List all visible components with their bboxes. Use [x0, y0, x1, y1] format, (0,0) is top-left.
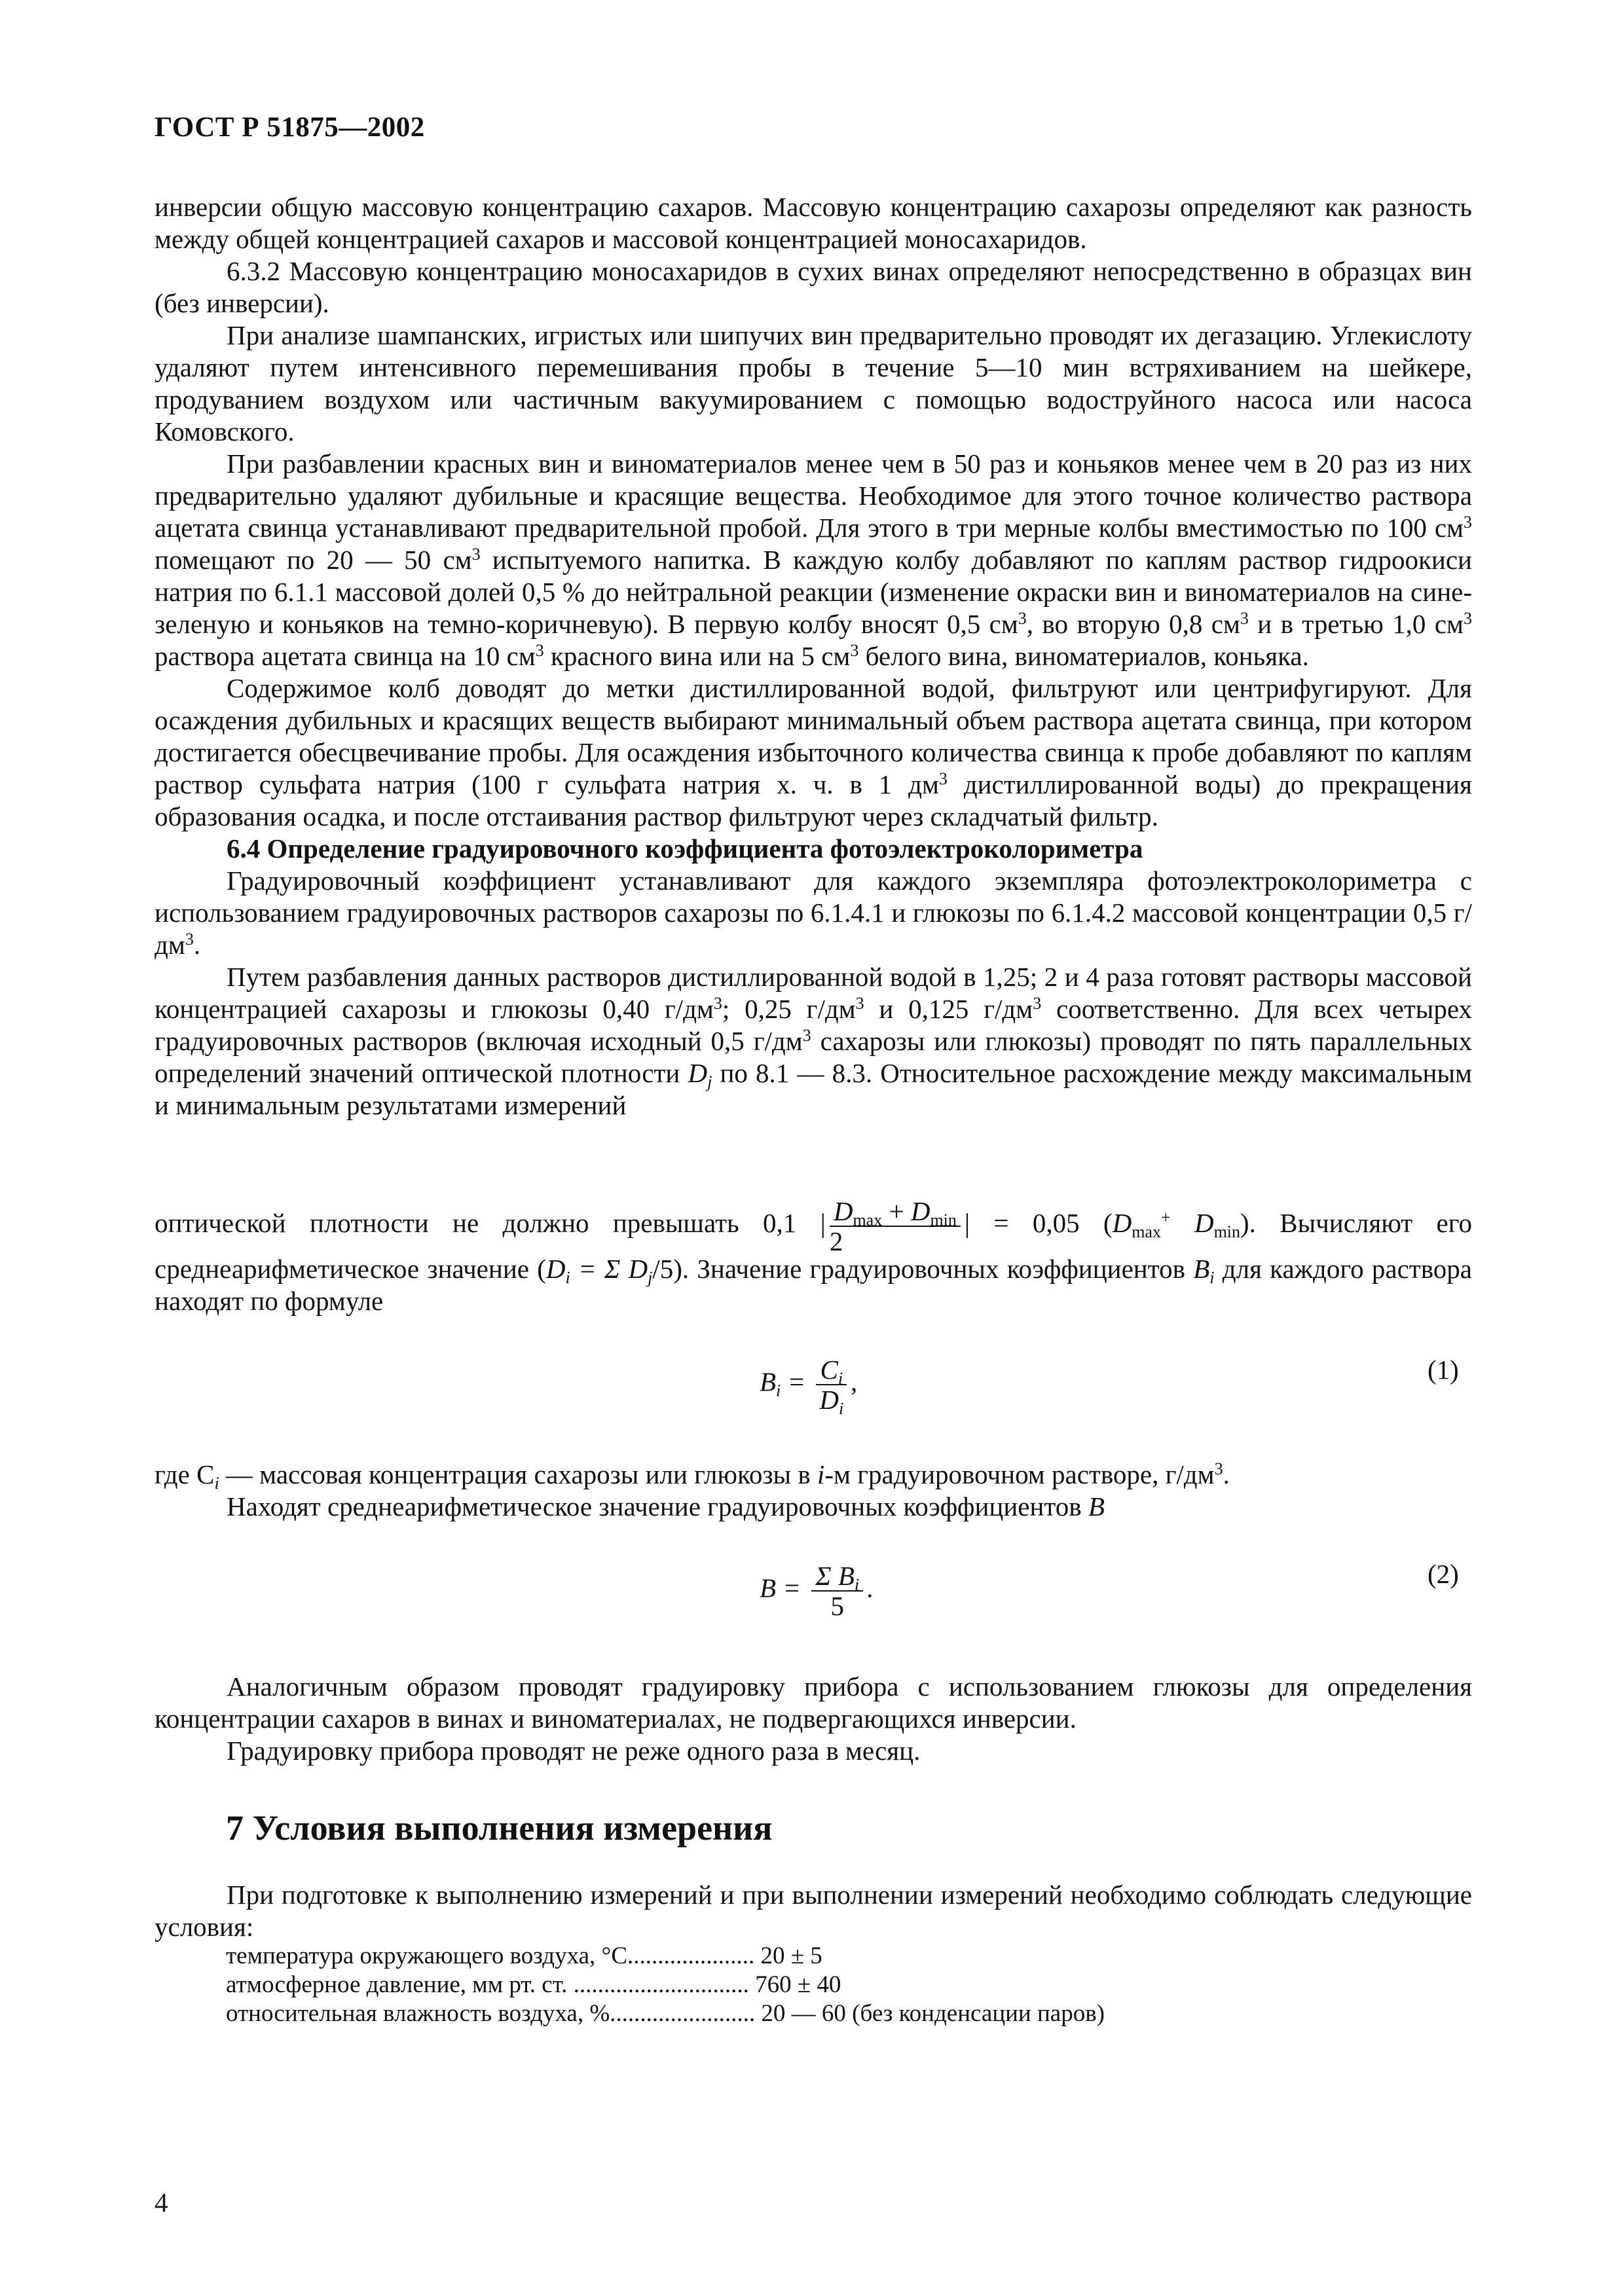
text-block-5	[155, 1879, 1472, 1943]
paragraph-monthly: Градуировку прибора проводят не реже одного раза в месяц.	[227, 1736, 921, 1766]
paragraph-conditions-intro: При подготовке к выполнению измерений и при выполнении измерений необходимо соблюдать следующие условия:	[155, 1880, 1472, 1942]
formula-2-number: (2)	[1428, 1559, 1459, 1589]
text-block-4	[155, 1671, 1472, 1767]
paragraph-mean-value: среднеарифметическое значение ($D_i = \Sigma$ $D_j/5$). Значение градуировочных коэффициентов $B_i$ для каждого раствора находят по формуле	[155, 1254, 1472, 1316]
paragraph-dilution-solutions: Путем разбавления данных растворов дистиллированной водой в 1,25; 2 и 4 раза готовят растворы массовой концентрацией сахарозы и глюкозы 0,40 $г/дм^3$; 0,25 $г/дм^3$ и 0,125 $г/дм^3$ соответственно. Для всех четырех градуировочных растворов (включая исходный 0,5 $г/дм^3$ сахарозы или глюкозы) проводят по пять параллельных определений значений оптической плотности $D_j$ по 8.1 — 8.3. Относительное расхождение между максимальным и минимальным результатами измерений	[155, 962, 1472, 1120]
condition-pressure: атмосферное давление, мм рт. ст. ............................. 760 ± 40	[226, 1971, 841, 1998]
condition-humidity: относительная влажность воздуха, %........................ 20 — 60 (без конденсации паров)	[226, 2000, 1105, 2027]
section-6-4-title: 6.4 Определение градуировочного коэффициента фотоэлектроколориметра	[227, 833, 1143, 864]
document-header: ГОСТ Р 51875—2002	[155, 112, 425, 143]
formula-1: $B_i$ = $\frac{C_i}{D_i}$ ,	[760, 1355, 858, 1418]
condition-temperature: температура окружающего воздуха, °С..................... 20 ± 5	[226, 1942, 822, 1969]
section-7-title: 7 Условия выполнения измерения	[226, 1808, 773, 1848]
paragraph-1: инверсии общую массовую концентрацию сахаров. Массовую концентрацию сахарозы определяют как разность между общей концентрацией сахаров и массовой концентрацией моносахаридов.	[155, 192, 1472, 254]
text-block-3	[155, 1459, 1472, 1523]
inline-fraction-line: оптической плотности не должно превышать 0,1 | $\frac{D_{max} + D_{min}}{2}$ | = 0,05 ($D_{max}^+$ $D_{min}$). Вычисляют его	[155, 1195, 1473, 1256]
paragraph-calibration-coef: Градуировочный коэффициент устанавливают для каждого экземпляра фотоэлектроколориметра с использованием градуировочных растворов сахарозы по 6.1.4.1 и глюкозы по 6.1.4.2 массовой концентрации 0,5 $г/дм^3$.	[155, 866, 1472, 960]
paragraph-find-mean: Находят среднеарифметическое значение градуировочных коэффициентов B	[227, 1491, 1105, 1522]
page-number: 4	[155, 2187, 168, 2217]
text-block-2	[155, 1253, 1472, 1317]
text-block-1	[155, 191, 1472, 1121]
paragraph-6-3-2: 6.3.2 Массовую концентрацию моносахаридов в сухих винах определяют непосредственно в образцах вин (без инверсии).	[155, 256, 1472, 318]
paragraph-dilution: При разбавлении красных вин и виноматериалов менее чем в 50 раз и коньяков менее чем в 20 раз из них предварительно удаляют дубильные и красящие вещества. Необходимое для этого точное количество раствора ацетата свинца устанавливают предварительной пробой. Для этого в три мерные колбы вместимостью по 100 $см^3$ помещают по 20 — 50 $см^3$ испытуемого напитка. В каждую колбу добавляют по каплям раствор гидроокиси натрия по 6.1.1 массовой долей 0,5 % до нейтральной реакции (изменение окраски вин и виноматериалов на сине-зеленую и коньяков на темно-коричневую). В первую колбу вносят 0,5 $см^3$, во вторую 0,8 $см^3$ и в третью 1,0 $см^3$ раствора ацетата свинца на 10 $см^3$ красного вина или на 5 $см^3$ белого вина, виноматериалов, коньяка.	[155, 448, 1472, 671]
formula-2: B = $\frac{\Sigma B_i}{5}$ .	[760, 1561, 874, 1621]
formula-1-number: (1)	[1428, 1355, 1459, 1385]
paragraph-where: где $C_i$ — массовая концентрация сахарозы или глюкозы в i-м градуировочном растворе, $г/дм^3$.	[155, 1459, 1230, 1493]
paragraph-degassing: При анализе шампанских, игристых или шипучих вин предварительно проводят их дегазацию. Углекислоту удаляют путем интенсивного перемешивания пробы в течение 5—10 мин встряхиванием на шейкере, продуванием воздухом или частичным вакуумированием с помощью водоструйного насоса или насоса Комовского.	[155, 320, 1472, 446]
inline-fraction: $\frac{D_{max} + D_{min}}{2}$	[830, 1197, 961, 1256]
paragraph-flask-contents: Содержимое колб доводят до метки дистиллированной водой, фильтруют или центрифугируют. Для осаждения дубильных и красящих веществ выбирают минимальный объем раствора ацетата свинца, при котором достигается обесцвечивание пробы. Для осаждения избыточного количества свинца к пробе добавляют по каплям раствор сульфата натрия (100 г сульфата натрия х. ч. в 1 $дм^3$ дистиллированной воды) до прекращения образования осадка, и после отстаивания раствор фильтруют через складчатый фильтр.	[155, 673, 1472, 831]
paragraph-glucose-calibration: Аналогичным образом проводят градуировку прибора с использованием глюкозы для определения концентрации сахаров в винах и виноматериалах, не подвергающихся инверсии.	[155, 1671, 1472, 1734]
